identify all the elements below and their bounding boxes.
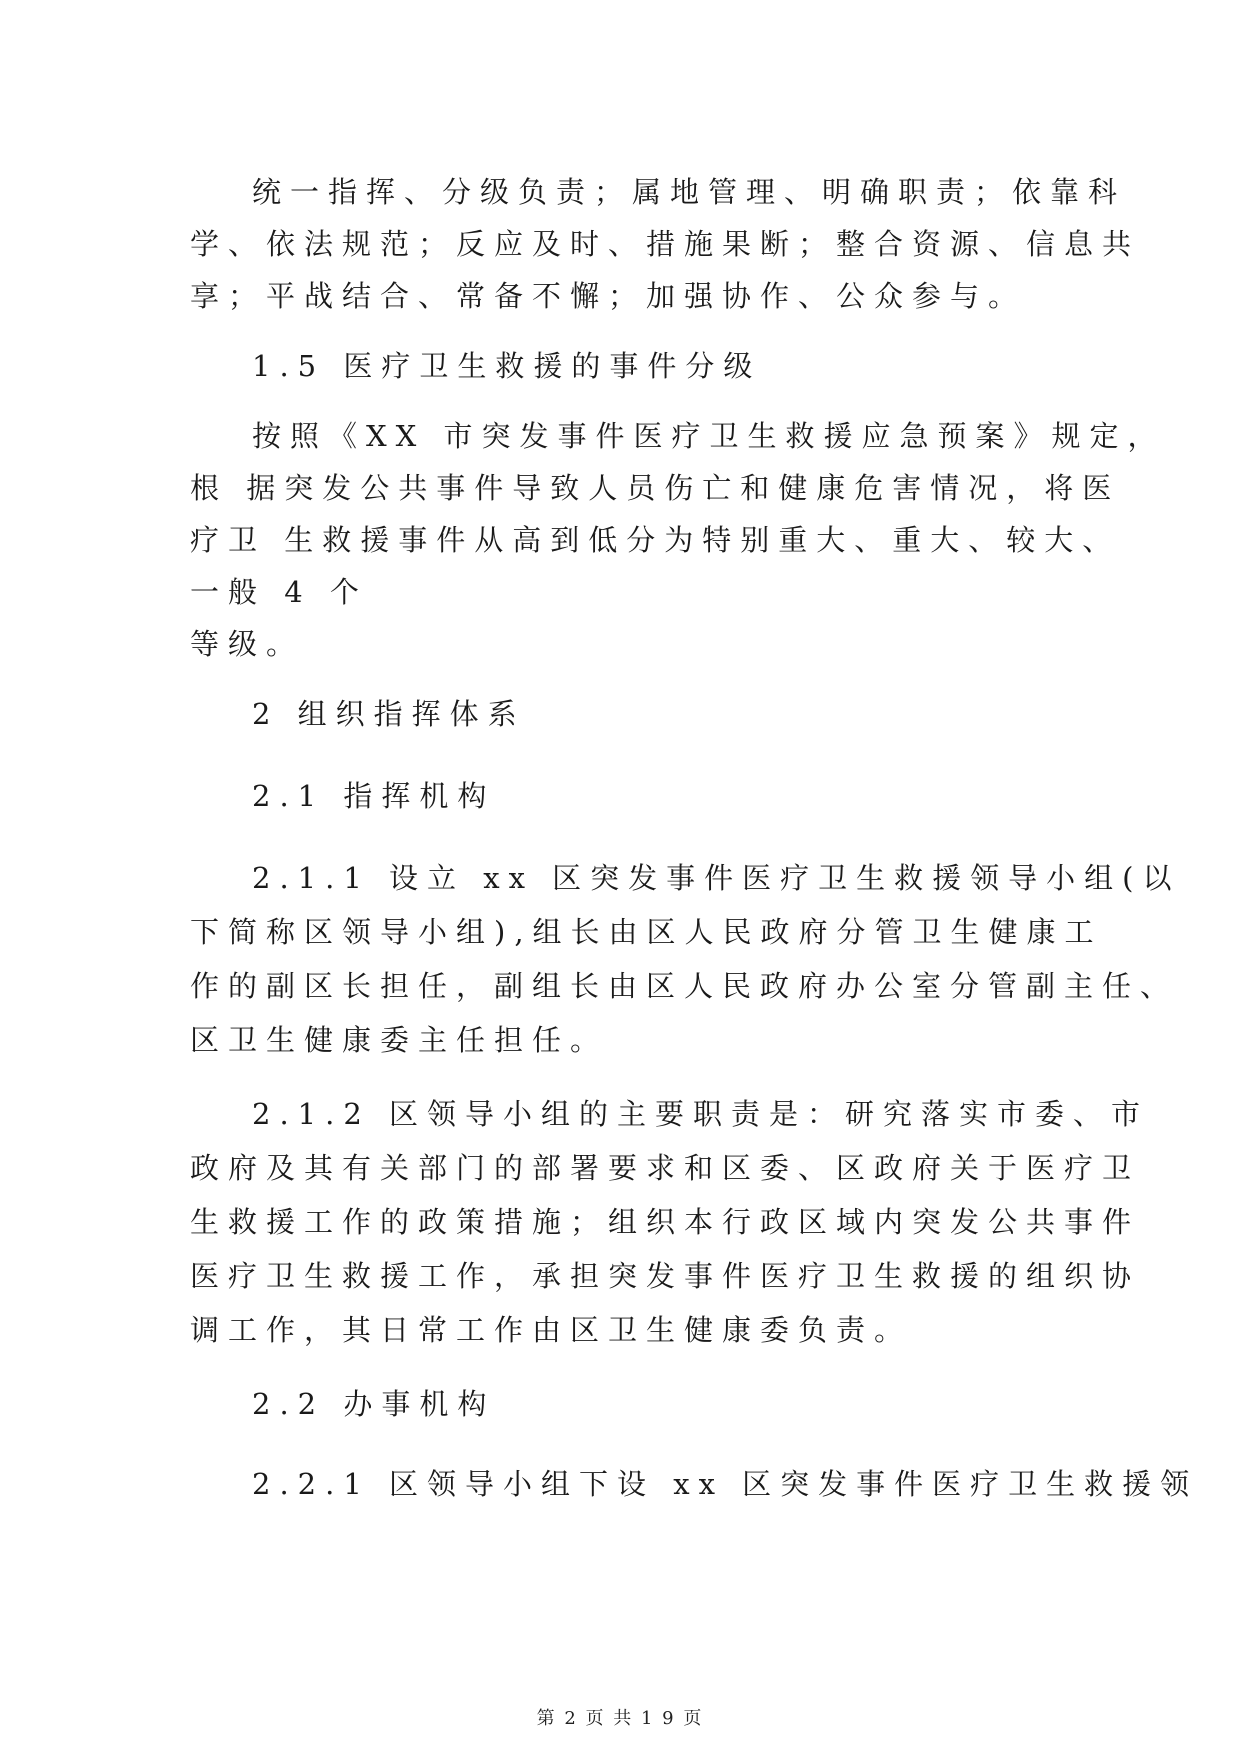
paragraph-line: 享；平战结合、常备不懈；加强协作、公众参与。 (190, 279, 1027, 313)
paragraph-line: 2.2.1 区领导小组下设 xx 区突发事件医疗卫生救援领 (252, 1467, 1199, 1501)
section-heading: 2 组织指挥体系 (252, 697, 526, 731)
paragraph-line: 根 据突发公共事件导致人员伤亡和健康危害情况，将医 (190, 471, 1121, 505)
paragraph-line: 统一指挥、分级负责；属地管理、明确职责；依靠科 (252, 175, 1127, 209)
paragraph-line: 一般 4 个 (190, 575, 368, 609)
section-heading: 1.5 医疗卫生救援的事件分级 (252, 349, 762, 383)
page-number-footer: 第 2 页 共 1 9 页 (536, 1708, 704, 1729)
paragraph-line: 区卫生健康委主任担任。 (190, 1023, 609, 1057)
paragraph-line: 医疗卫生救援工作，承担突发事件医疗卫生救援的组织协 (190, 1259, 1141, 1293)
paragraph-line: 作的副区长担任，副组长由区人民政府办公室分管副主任、 (190, 969, 1179, 1003)
section-heading: 2.2 办事机构 (252, 1387, 496, 1421)
section-heading: 2.1 指挥机构 (252, 779, 496, 813)
paragraph-line: 按照《XX 市突发事件医疗卫生救援应急预案》规定， (252, 419, 1166, 453)
paragraph-line: 等级。 (190, 627, 305, 661)
paragraph-line: 疗卫 生救援事件从高到低分为特别重大、重大、较大、 (190, 523, 1121, 557)
paragraph-line: 学、依法规范；反应及时、措施果断；整合资源、信息共 (190, 227, 1141, 261)
paragraph-line: 生救援工作的政策措施；组织本行政区域内突发公共事件 (190, 1205, 1141, 1239)
paragraph-line: 下简称区领导小组),组长由区人民政府分管卫生健康工 (190, 915, 1103, 949)
paragraph-line: 2.1.1 设立 xx 区突发事件医疗卫生救援领导小组(以 (252, 861, 1181, 895)
paragraph-line: 调工作，其日常工作由区卫生健康委负责。 (190, 1313, 913, 1347)
paragraph-line: 政府及其有关部门的部署要求和区委、区政府关于医疗卫 (190, 1151, 1141, 1185)
paragraph-line: 2.1.2 区领导小组的主要职责是：研究落实市委、市 (252, 1097, 1150, 1131)
